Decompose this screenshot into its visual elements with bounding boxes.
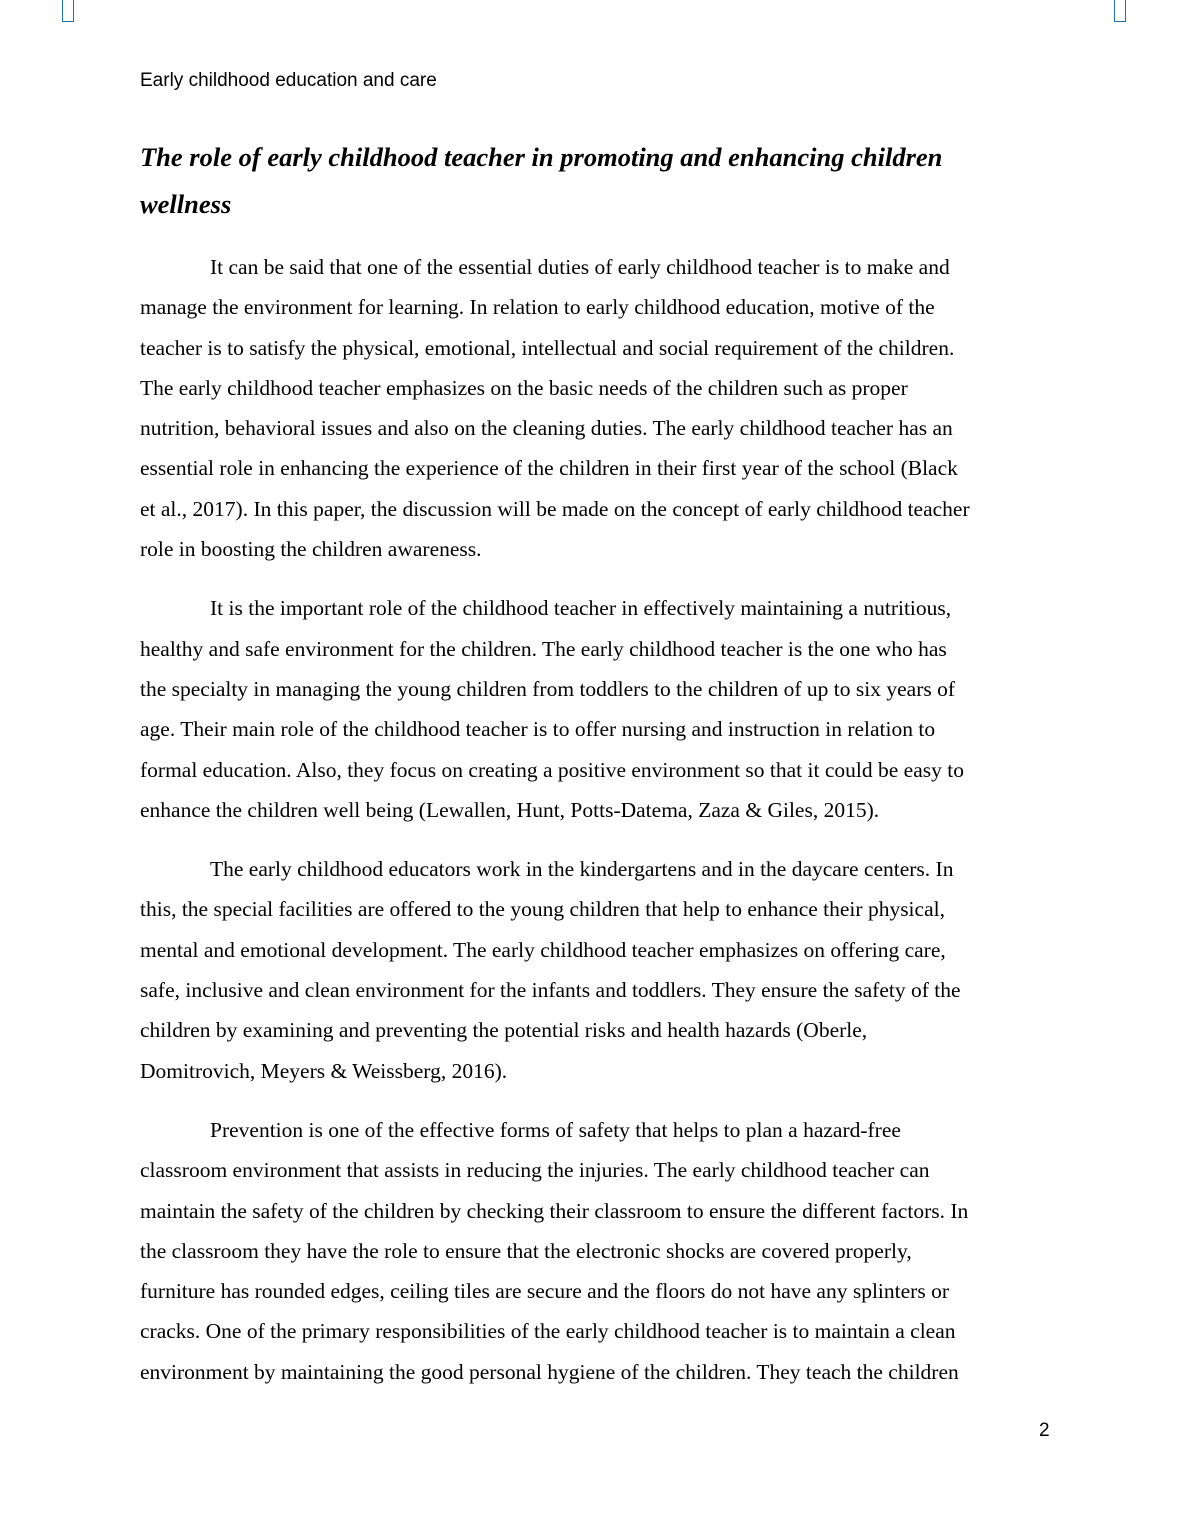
paragraph-line: maintain the safety of the children by checking their classroom to ensure the different factors. In [140, 1198, 969, 1223]
paragraph-line: role in boosting the children awareness. [140, 537, 482, 562]
paragraph-line: nutrition, behavioral issues and also on the cleaning duties. The early childhood teacher has an [140, 416, 953, 441]
paragraph-line: enhance the children well being (Lewallen, Hunt, Potts-Datema, Zaza & Giles, 2015). [140, 797, 880, 822]
title-line-1: The role of early childhood teacher in promoting and enhancing children [140, 142, 943, 172]
paragraph-line: It is the important role of the childhood teacher in effectively maintaining a nutritious, [210, 596, 952, 621]
paragraph-line: essential role in enhancing the experience of the children in their first year of the school (Black [140, 456, 958, 481]
paragraph-line: The early childhood teacher emphasizes on the basic needs of the children such as proper [140, 375, 908, 400]
paragraph-line: teacher is to satisfy the physical, emotional, intellectual and social requirement of the children. [140, 335, 955, 360]
paragraph-line: the classroom they have the role to ensure that the electronic shocks are covered properly, [140, 1238, 912, 1263]
paragraph-3 [140, 849, 1050, 1091]
paragraph-4 [140, 1110, 1050, 1392]
paragraph-line: cracks. One of the primary responsibilities of the early childhood teacher is to maintain a clean [140, 1319, 956, 1344]
title-line-2: wellness [140, 189, 232, 219]
paragraph-line: Domitrovich, Meyers & Weissberg, 2016). [140, 1058, 508, 1083]
paragraph-1 [140, 247, 1050, 569]
page-number: 2 [1039, 1420, 1050, 1441]
paragraph-line: et al., 2017). In this paper, the discussion will be made on the concept of early childhood teacher [140, 496, 970, 521]
running-header: Early childhood education and care [140, 70, 437, 91]
corner-mark-right [1114, 0, 1126, 22]
paragraph-line: children by examining and preventing the potential risks and health hazards (Oberle, [140, 1018, 868, 1043]
paragraph-line: formal education. Also, they focus on creating a positive environment so that it could be easy to [140, 757, 964, 782]
corner-mark-left [62, 0, 74, 22]
paragraph-line: environment by maintaining the good personal hygiene of the children. They teach the children [140, 1359, 959, 1384]
paragraph-line: the specialty in managing the young children from toddlers to the children of up to six years of [140, 676, 956, 701]
paragraph-line: safe, inclusive and clean environment for the infants and toddlers. They ensure the safety of the [140, 978, 961, 1003]
paragraph-line: mental and emotional development. The early childhood teacher emphasizes on offering care, [140, 937, 946, 962]
document-title [140, 134, 1040, 228]
paragraph-line: manage the environment for learning. In relation to early childhood education, motive of the [140, 295, 935, 320]
paragraph-line: classroom environment that assists in reducing the injuries. The early childhood teacher can [140, 1158, 930, 1183]
document-body [140, 247, 1050, 1411]
paragraph-line: It can be said that one of the essential duties of early childhood teacher is to make and [210, 255, 950, 279]
paragraph-line: The early childhood educators work in the kindergartens and in the daycare centers. In [210, 857, 954, 882]
paragraph-line: this, the special facilities are offered to the young children that help to enhance their physical, [140, 897, 945, 922]
paragraph-line: furniture has rounded edges, ceiling tiles are secure and the floors do not have any splinters or [140, 1279, 949, 1304]
paragraph-2 [140, 588, 1050, 830]
paragraph-line: Prevention is one of the effective forms of safety that helps to plan a hazard-free [210, 1117, 901, 1142]
paragraph-line: age. Their main role of the childhood teacher is to offer nursing and instruction in relation to [140, 717, 936, 742]
paragraph-line: healthy and safe environment for the children. The early childhood teacher is the one who has [140, 636, 947, 661]
